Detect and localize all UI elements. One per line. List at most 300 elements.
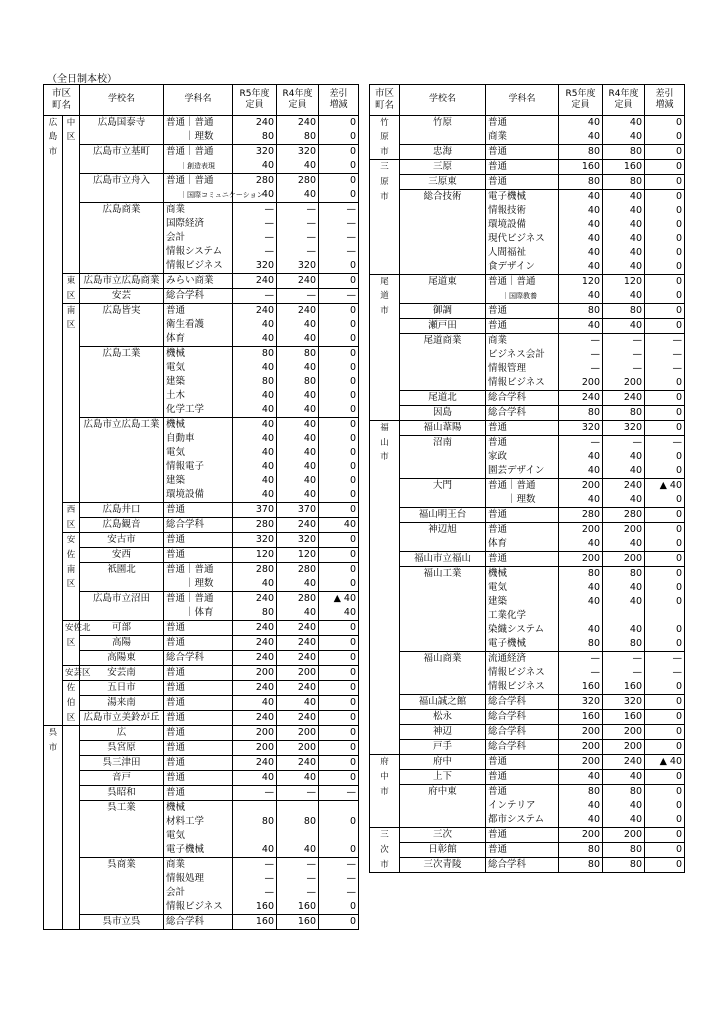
district-cell [63,592,80,607]
school-name-cell: 竹原 [400,116,486,131]
department-cell: 普通 [164,696,233,711]
region-cell: 広 [44,116,63,131]
region-cell [370,348,400,362]
difference-cell: 0 [319,636,359,651]
table-row [44,843,359,858]
difference-cell: ▲ 40 [645,755,685,770]
r4-capacity-cell: 40 [277,403,319,418]
district-cell [63,741,80,756]
difference-cell: 0 [319,145,359,160]
region-cell [44,375,63,389]
r5-capacity-cell: 80 [559,637,603,652]
table-row [44,636,359,651]
table-row [44,418,359,433]
region-cell [370,391,400,406]
difference-cell: 0 [319,432,359,446]
school-name-cell [400,450,486,464]
department-cell: 国際経済 [164,217,233,231]
r4-capacity-cell: 40 [277,418,319,433]
school-name-cell: 広島皆実 [80,304,164,319]
department-cell: 園芸デザイン [486,464,559,479]
table-row [370,523,685,538]
school-name-cell [400,637,486,652]
district-cell [63,815,80,829]
district-cell [63,188,80,203]
department-cell: 商業 [164,203,233,218]
r4-capacity-cell: 320 [277,145,319,160]
r5-capacity-cell: 240 [233,116,277,131]
department-cell: 普通 [486,770,559,785]
r4-capacity-cell: 40 [277,843,319,858]
table-row [370,450,685,464]
school-name-cell [80,159,164,174]
district-cell [63,829,80,843]
department-cell: 普通 [486,785,559,800]
department-cell: 情報ビジネス [486,666,559,680]
department-cell: ｜体育 [164,606,233,621]
department-cell: 家政 [486,450,559,464]
region-cell [44,592,63,607]
department-cell: ｜理数 [164,577,233,592]
difference-cell: 0 [645,828,685,843]
department-cell: 商業 [486,334,559,349]
r5-capacity-cell: 40 [233,432,277,446]
region-cell [370,552,400,567]
r5-capacity-cell: — [559,334,603,349]
school-name-cell: 因島 [400,406,486,421]
table-row [370,406,685,421]
region-cell [370,595,400,609]
table-row [44,231,359,245]
district-cell [63,771,80,786]
r5-capacity-cell: 200 [559,523,603,538]
table-row [44,259,359,274]
header-row [370,85,685,116]
r4-capacity-cell: — [603,362,645,376]
r4-capacity-cell: — [277,858,319,873]
school-name-cell: 尾道商業 [400,334,486,349]
table-row [370,160,685,175]
department-cell: 電子機械 [164,843,233,858]
district-cell [63,231,80,245]
region-cell: 市 [370,304,400,319]
department-cell: 建築 [486,595,559,609]
school-name-cell: 神辺旭 [400,523,486,538]
district-cell: 区 [63,711,80,726]
district-cell: 区 [63,577,80,592]
table-row [44,518,359,533]
difference-cell: ▲ 40 [645,479,685,494]
school-name-cell: 瀬戸田 [400,319,486,334]
difference-cell: 0 [645,493,685,508]
difference-cell: 0 [319,361,359,375]
r4-capacity-cell: 80 [277,375,319,389]
school-name-cell: 広 [80,726,164,741]
department-cell: 総合学科 [164,289,233,304]
r4-capacity-cell: 40 [603,289,645,304]
school-name-cell: 呉三津田 [80,756,164,771]
r4-capacity-cell: 40 [603,319,645,334]
school-name-cell: 安芸南 [80,666,164,681]
r5-capacity-cell: 200 [559,725,603,740]
difference-cell: 0 [319,418,359,433]
school-name-cell [400,666,486,680]
region-cell [44,217,63,231]
school-name-cell [80,245,164,259]
school-name-cell [80,886,164,900]
r4-capacity-cell: 200 [277,741,319,756]
school-name-cell [400,348,486,362]
region-cell [44,681,63,696]
difference-cell: 0 [645,421,685,436]
r4-capacity-cell: 40 [603,493,645,508]
region-cell [44,361,63,375]
department-cell: 普通 [486,319,559,334]
department-cell: 電気 [164,446,233,460]
school-name-cell: 三原 [400,160,486,175]
r5-capacity-cell: 320 [559,421,603,436]
school-name-cell [400,204,486,218]
r5-capacity-cell: 80 [233,130,277,145]
department-cell: 普通 [486,421,559,436]
difference-cell: 0 [645,145,685,160]
difference-cell: 0 [645,537,685,552]
difference-cell: — [319,786,359,801]
table-row [370,391,685,406]
region-cell [44,548,63,563]
r5-capacity-cell: 80 [233,606,277,621]
r4-capacity-cell: 240 [277,651,319,666]
region-cell [44,403,63,418]
r4-capacity-cell: 40 [277,771,319,786]
difference-cell: — [645,348,685,362]
r4-capacity-cell: 120 [277,548,319,563]
region-cell [44,815,63,829]
region-cell [44,651,63,666]
region-cell: 三 [370,828,400,843]
region-cell [370,246,400,260]
table-row [370,190,685,205]
department-cell: 普通 [164,756,233,771]
r5-capacity-cell: 80 [559,858,603,873]
table-row [370,843,685,858]
table-row [370,552,685,567]
region-cell [44,446,63,460]
school-name-cell: 広島国泰寺 [80,116,164,131]
department-cell: 普通 [486,145,559,160]
school-name-cell: 三原東 [400,175,486,190]
table-row [44,900,359,915]
r4-capacity-cell: 320 [603,695,645,710]
r4-capacity-cell: — [603,666,645,680]
school-name-cell [80,130,164,145]
r4-capacity-cell: 240 [277,756,319,771]
department-cell: 普通｜普通 [164,145,233,160]
region-cell: 市 [370,858,400,873]
r5-capacity-cell: 240 [233,681,277,696]
difference-cell: 0 [319,347,359,362]
region-cell [370,813,400,828]
r4-capacity-cell: 80 [603,406,645,421]
r4-capacity-cell: 80 [277,130,319,145]
r5-capacity-cell: 200 [559,376,603,391]
difference-cell: 0 [319,696,359,711]
r5-capacity-cell: 40 [233,403,277,418]
difference-cell: 0 [645,260,685,275]
r4-capacity-cell [277,829,319,843]
department-cell: 普通 [164,503,233,518]
school-name-cell [80,332,164,347]
r5-capacity-cell: 200 [559,755,603,770]
table-row [370,319,685,334]
r4-capacity-cell: 370 [277,503,319,518]
difference-cell [319,801,359,816]
region-cell [44,711,63,726]
r4-capacity-cell: 40 [277,432,319,446]
r5-capacity-cell: 40 [233,332,277,347]
department-cell: 機械 [164,801,233,816]
r5-capacity-cell: 320 [559,695,603,710]
region-cell [44,289,63,304]
header-school: 学校名 [400,85,486,116]
district-cell [63,843,80,858]
district-cell: 安芸区 [63,666,80,681]
department-cell: 普通 [486,755,559,770]
department-cell: 食デザイン [486,260,559,275]
department-cell: 電子機械 [486,637,559,652]
department-cell: 建築 [164,474,233,488]
table-row [44,606,359,621]
region-cell [44,231,63,245]
left-enrollment-table [43,84,359,930]
department-cell: ビジネス会計 [486,348,559,362]
r5-capacity-cell: 40 [559,116,603,131]
region-cell [44,188,63,203]
department-cell: 普通 [164,533,233,548]
school-name-cell [400,799,486,813]
table-row [44,503,359,518]
region-cell: 市 [370,785,400,800]
difference-cell: 0 [319,681,359,696]
school-name-cell: 福山工業 [400,567,486,582]
r4-capacity-cell: 200 [603,552,645,567]
department-cell: 普通｜普通 [164,592,233,607]
table-row [370,755,685,770]
r4-capacity-cell: — [277,245,319,259]
school-name-cell: 戸手 [400,740,486,755]
header-region: 市区 町名 [44,85,80,116]
department-cell: 流通経済 [486,652,559,667]
r4-capacity-cell: 80 [603,843,645,858]
school-name-cell: 大門 [400,479,486,494]
school-name-cell [80,188,164,203]
r5-capacity-cell: 40 [559,450,603,464]
r5-capacity-cell: — [233,245,277,259]
district-cell [63,203,80,218]
r5-capacity-cell: 80 [233,375,277,389]
difference-cell: — [319,872,359,886]
difference-cell: 0 [645,175,685,190]
table-row [370,362,685,376]
difference-cell: 0 [319,304,359,319]
region-cell [44,900,63,915]
school-name-cell [80,474,164,488]
department-cell: 総合学科 [486,858,559,873]
difference-cell: 0 [645,160,685,175]
r4-capacity-cell: 40 [603,204,645,218]
region-cell [44,533,63,548]
r5-capacity-cell: 240 [233,651,277,666]
region-cell [44,418,63,433]
difference-cell: 0 [645,581,685,595]
school-name-cell [400,246,486,260]
table-row [44,361,359,375]
region-cell: 市 [370,190,400,205]
school-name-cell: 三次 [400,828,486,843]
table-row [44,815,359,829]
r4-capacity-cell: 40 [603,770,645,785]
department-cell: ｜国際コミュニケーション [164,188,233,203]
school-name-cell: 広島市立沼田 [80,592,164,607]
school-name-cell: 広島観音 [80,518,164,533]
department-cell: 総合学科 [486,740,559,755]
r5-capacity-cell: — [559,666,603,680]
department-cell: 総合学科 [486,406,559,421]
r4-capacity-cell: 280 [277,174,319,189]
table-row [370,246,685,260]
difference-cell: 0 [319,116,359,131]
table-row [44,274,359,289]
r5-capacity-cell: 40 [233,843,277,858]
region-cell [370,666,400,680]
region-cell: 尾 [370,275,400,290]
r5-capacity-cell: 80 [559,145,603,160]
region-cell: 三 [370,160,400,175]
table-row [44,786,359,801]
table-row [370,304,685,319]
school-name-cell: 広島市立基町 [80,145,164,160]
region-cell [44,886,63,900]
school-name-cell [400,362,486,376]
table-row [44,548,359,563]
difference-cell: 0 [645,710,685,725]
r4-capacity-cell: 240 [277,304,319,319]
school-name-cell: 尾道東 [400,275,486,290]
school-name-cell [400,130,486,145]
r4-capacity-cell: — [277,231,319,245]
table-row [370,799,685,813]
header-row [44,85,359,116]
department-cell: 普通｜普通 [486,479,559,494]
district-cell [63,756,80,771]
r4-capacity-cell: 240 [603,391,645,406]
table-row [44,592,359,607]
region-cell [44,843,63,858]
table-row [370,334,685,349]
school-name-cell [80,460,164,474]
department-cell: 普通 [164,304,233,319]
district-cell [63,418,80,433]
region-cell [44,503,63,518]
district-cell [63,488,80,503]
table-row [44,245,359,259]
department-cell: 普通 [486,843,559,858]
school-name-cell [80,361,164,375]
table-row [44,188,359,203]
region-cell: 道 [370,289,400,304]
r5-capacity-cell: 160 [559,680,603,695]
department-cell: 総合学科 [164,651,233,666]
region-cell [370,260,400,275]
school-name-cell [80,900,164,915]
department-cell: 普通 [486,304,559,319]
district-cell [63,786,80,801]
r4-capacity-cell: 40 [603,595,645,609]
table-row [44,666,359,681]
department-cell: 普通 [164,681,233,696]
region-cell [44,518,63,533]
department-cell: 土木 [164,389,233,403]
difference-cell: 0 [319,900,359,915]
table-row [44,174,359,189]
school-name-cell: 尾道北 [400,391,486,406]
region-cell [370,362,400,376]
school-name-cell: 日彰館 [400,843,486,858]
r4-capacity-cell: 320 [603,421,645,436]
school-name-cell: 福山明王台 [400,508,486,523]
region-cell [44,577,63,592]
r5-capacity-cell: 240 [233,711,277,726]
department-cell: 都市システム [486,813,559,828]
school-name-cell: 安西 [80,548,164,563]
r4-capacity-cell: — [277,886,319,900]
district-cell [63,432,80,446]
difference-cell: — [319,203,359,218]
r5-capacity-cell: 40 [559,581,603,595]
r5-capacity-cell: 40 [233,696,277,711]
r4-capacity-cell: 200 [603,725,645,740]
school-name-cell [400,464,486,479]
difference-cell: 0 [319,815,359,829]
header-diff: 差引 増減 [645,85,685,116]
district-cell [63,900,80,915]
district-cell [63,361,80,375]
district-cell [63,726,80,741]
r5-capacity-cell: 320 [233,259,277,274]
r4-capacity-cell: — [603,348,645,362]
table-row [44,304,359,319]
r5-capacity-cell: 40 [559,799,603,813]
r4-capacity-cell: 40 [603,581,645,595]
r5-capacity-cell: — [233,858,277,873]
r4-capacity-cell: 40 [277,446,319,460]
school-name-cell: 高陽東 [80,651,164,666]
r5-capacity-cell: 320 [233,533,277,548]
difference-cell: 0 [319,711,359,726]
table-row [370,785,685,800]
region-cell [370,740,400,755]
difference-cell: 40 [319,518,359,533]
department-cell: 会計 [164,231,233,245]
school-name-cell: 五日市 [80,681,164,696]
department-cell: 普通 [164,666,233,681]
department-cell: 商業 [164,858,233,873]
school-name-cell [400,232,486,246]
r5-capacity-cell: 40 [233,771,277,786]
table-row [44,829,359,843]
department-cell: 建築 [164,375,233,389]
school-name-cell [80,389,164,403]
